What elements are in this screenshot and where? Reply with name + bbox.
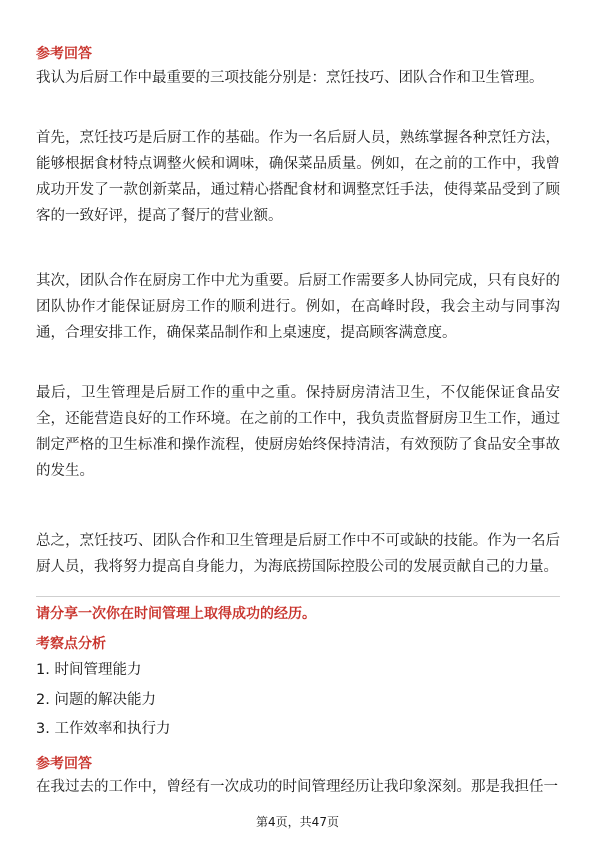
paragraph-line: 客的一致好评，提高了餐厅的营业额。 bbox=[36, 208, 283, 224]
paragraph-line: 首先，烹饪技巧是后厨工作的基础。作为一名后厨人员，熟练掌握各种烹饪方法， bbox=[36, 130, 560, 146]
paragraph-line: 的发生。 bbox=[36, 463, 94, 479]
analysis-heading: 考察点分析 bbox=[36, 636, 106, 652]
paragraph-line: 能够根据食材特点调整火候和调味，确保菜品质量。例如，在之前的工作中，我曾 bbox=[36, 156, 560, 172]
paragraph-hygiene bbox=[36, 380, 560, 484]
section-divider bbox=[36, 596, 560, 597]
paragraph-line: 厨人员，我将努力提高自身能力，为海底捞国际控股公司的发展贡献自己的力量。 bbox=[36, 559, 558, 575]
answer-heading-2: 参考回答 bbox=[36, 756, 92, 772]
question-heading: 请分享一次你在时间管理上取得成功的经历。 bbox=[36, 606, 316, 622]
paragraph-line: 总之，烹饪技巧、团队合作和卫生管理是后厨工作中不可或缺的技能。作为一名后 bbox=[36, 533, 560, 549]
paragraph-teamwork bbox=[36, 268, 560, 346]
paragraph-line: 成功开发了一款创新菜品，通过精心搭配食材和调整烹饪手法，使得菜品受到了顾 bbox=[36, 182, 560, 198]
paragraph-line: 全，还能营造良好的工作环境。在之前的工作中，我负责监督厨房卫生工作，通过 bbox=[36, 411, 560, 427]
paragraph-line: 其次，团队合作在厨房工作中尤为重要。后厨工作需要多人协同完成，只有良好的 bbox=[36, 273, 560, 289]
analysis-point: 3. 工作效率和执行力 bbox=[36, 721, 171, 737]
intro-paragraph bbox=[36, 65, 560, 91]
paragraph-line: 制定严格的卫生标准和操作流程，使厨房始终保持清洁，有效预防了食品安全事故 bbox=[36, 437, 560, 453]
analysis-point: 1. 时间管理能力 bbox=[36, 662, 142, 678]
paragraph-line: 最后，卫生管理是后厨工作的重中之重。保持厨房清洁卫生，不仅能保证食品安 bbox=[36, 385, 560, 401]
answer-start-line: 在我过去的工作中，曾经有一次成功的时间管理经历让我印象深刻。那是我担任一 bbox=[36, 779, 558, 795]
answer-heading: 参考回答 bbox=[36, 46, 92, 62]
page-number: 第4页，共47页 bbox=[256, 815, 339, 829]
paragraph-line: 通，合理安排工作，确保菜品制作和上桌速度，提高顾客满意度。 bbox=[36, 325, 457, 341]
paragraph-cooking-skills bbox=[36, 125, 560, 229]
intro-line: 我认为后厨工作中最重要的三项技能分别是：烹饪技巧、团队合作和卫生管理。 bbox=[36, 70, 544, 86]
analysis-point: 2. 问题的解决能力 bbox=[36, 692, 156, 708]
paragraph-line: 团队协作才能保证厨房工作的顺利进行。例如，在高峰时段，我会主动与同事沟 bbox=[36, 299, 560, 315]
paragraph-conclusion bbox=[36, 528, 560, 580]
